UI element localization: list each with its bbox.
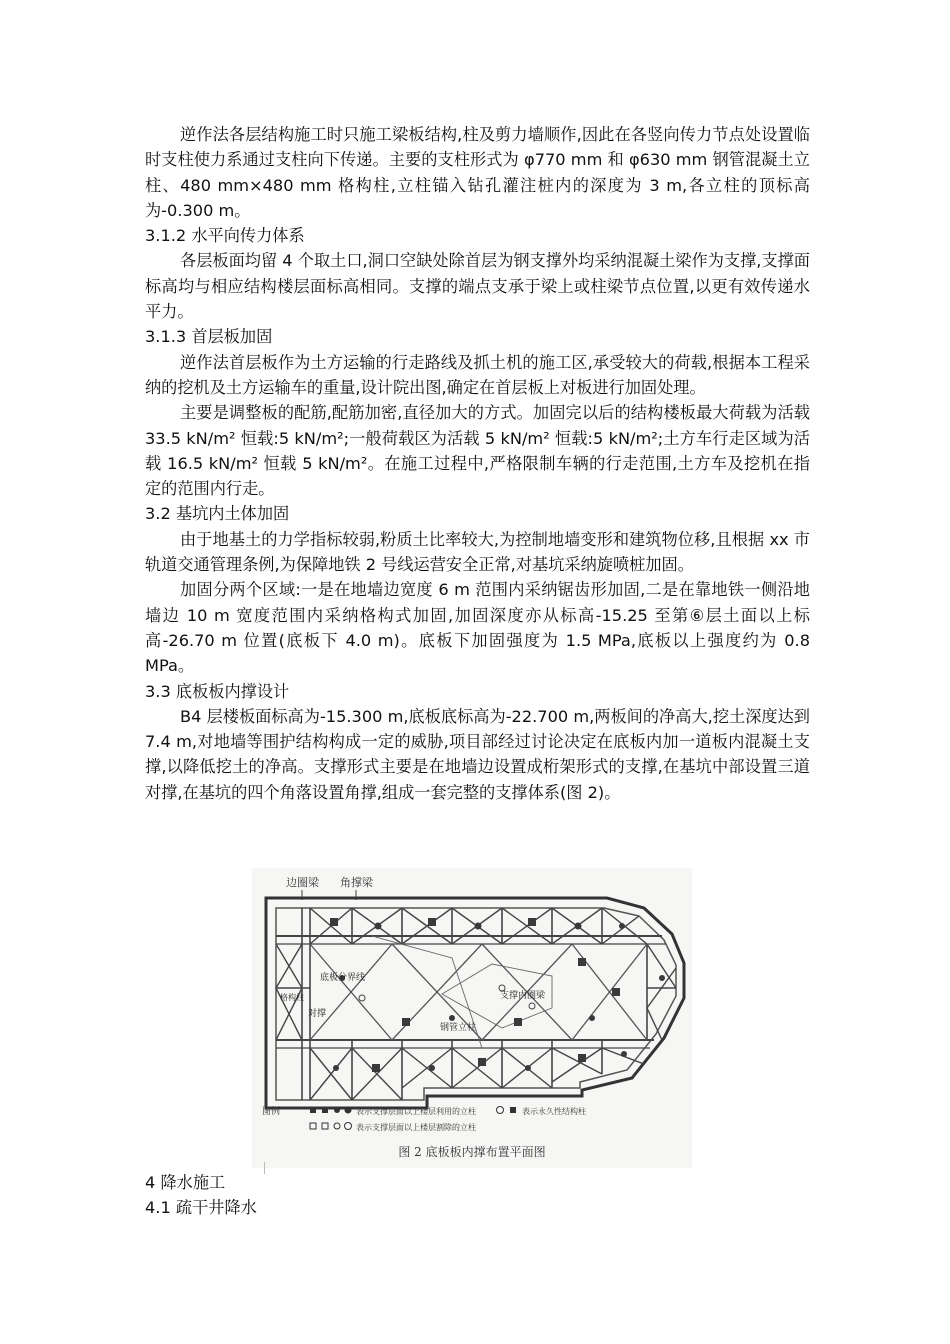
section-tail bbox=[145, 1170, 257, 1221]
paragraph-soil-reinforcement: 由于地基土的力学指标较弱,粉质土比率较大,为控制地墙变形和建筑物位移,且根据 xx 市轨道交通管理条例,为保障地铁 2 号线运营安全正常,对基坑采纳旋喷桩加固。 bbox=[145, 529, 810, 575]
paragraph-reinforcement: 主要是调整板的配筋,配筋加密,直径加大的方式。加固完以后的结构楼板最大荷载为活载 33.5 kN/m² 恒载:5 kN/m²;一般荷载区为活载 5 kN/m² 恒载:5 kN/m²;土方车行走区域为活载 16.5 kN/m² 恒载 5 kN/m²。在施工过程中,严格限制车辆的行走范围,土方车及挖机在指定的范围内行走。 bbox=[145, 403, 810, 499]
document-body bbox=[145, 122, 810, 805]
heading-3-2: 3.2 基坑内土体加固 bbox=[145, 504, 290, 524]
label-corner-brace: 角撑梁 bbox=[340, 876, 373, 889]
label-left-brace: 对撑 bbox=[308, 1009, 327, 1019]
paragraph-first-floor: 逆作法首层板作为土方运输的行走路线及抓土机的施工区,承受较大的荷载,根据本工程采纳的挖机及土方运输车的重量,设计院出图,确定在首层板上对板进行加固处理。 bbox=[145, 352, 810, 397]
legend-row1-a: 表示支撑层面以上楼层利用的立柱 bbox=[356, 1107, 476, 1116]
heading-3-1-2: 3.1.2 水平向传力体系 bbox=[145, 226, 305, 246]
legend-title: 图例 bbox=[262, 1107, 281, 1117]
paragraph-vertical-support: 逆作法各层结构施工时只施工梁板结构,柱及剪力墙顺作,因此在各竖向传力节点处设置临时支柱使力系通过支柱向下传递。主要的支柱形式为 φ770 mm 和 φ630 mm 钢管混凝土立柱、480 mm×480 mm 格构柱,立柱锚入钻孔灌注桩内的深度为 3 m,各立柱的顶标高为-0.300 m。 bbox=[145, 125, 810, 220]
paragraph-horizontal-system: 各层板面均留 4 个取土口,洞口空缺处除首层为钢支撑外均采纳混凝土梁作为支撑,支撑面标高均与相应结构楼层面标高相同。支撑的端点支承于梁上或柱梁节点位置,以更有效传递水平力。 bbox=[145, 251, 810, 322]
margin-mark bbox=[264, 1162, 265, 1174]
paragraph-slab-brace: B4 层楼板面标高为-15.300 m,底板底标高为-22.700 m,两板间的净高大,挖土深度达到 7.4 m,对地墙等围护结构构成一定的威胁,项目部经过讨论决定在底板内加一道板内混凝土支撑,以降低挖土的净高。支撑形式主要是在地墙边设置成桁架形式的支撑,在基坑中部设置三道对撑,在基坑的四个角落设置角撑,组成一套完整的支撑体系(图 2)。 bbox=[145, 706, 810, 802]
legend-row2-a: 表示支撑层面以上楼层割除的立柱 bbox=[356, 1123, 476, 1132]
heading-3-1-3: 3.1.3 首层板加固 bbox=[145, 327, 273, 347]
figure-caption: 图 2 底板板内撑布置平面图 bbox=[398, 1145, 546, 1159]
heading-4-1: 4.1 疏干井降水 bbox=[145, 1198, 257, 1218]
heading-4: 4 降水施工 bbox=[145, 1173, 226, 1192]
label-zone-line: 底板分界线 bbox=[320, 973, 366, 983]
paragraph-zones: 加固分两个区域:一是在地墙边宽度 6 m 范围内采纳锯齿形加固,二是在靠地铁一侧沿地墙边 10 m 宽度范围内采纳格构式加固,加固深度亦从标高-15.25 至第⑥层土面以上标高-26.70 m 位置(底板下 4.0 m)。底板下加固强度为 1.5 MPa,底板以上强度约为 0.8 MPa。 bbox=[145, 580, 810, 676]
label-steel-column: 钢管立柱 bbox=[440, 1023, 477, 1033]
heading-3-3: 3.3 底板板内撑设计 bbox=[145, 681, 290, 701]
label-brace-ring: 支撑内圈梁 bbox=[500, 991, 546, 1001]
figure-bracing-plan bbox=[252, 868, 692, 1168]
label-edge-beam: 边圈梁 bbox=[286, 876, 319, 889]
legend-row1-b: 表示永久性结构柱 bbox=[522, 1107, 586, 1116]
label-left-top: 格构柱 bbox=[280, 993, 304, 1002]
